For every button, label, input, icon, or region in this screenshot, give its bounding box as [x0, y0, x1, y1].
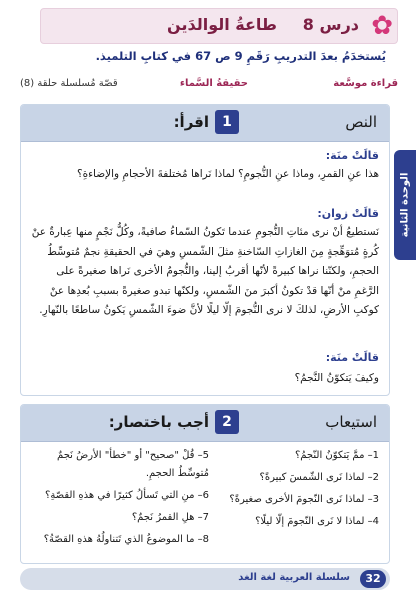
speaker-label: قالَتْ منَة: — [325, 351, 379, 364]
unit-label: الوحدة الثانية — [399, 172, 411, 238]
lesson-header — [40, 8, 398, 44]
questions-panel-header — [21, 405, 389, 442]
speaker-label: قالَتْ زوان: — [317, 207, 379, 220]
section-action: اقرأ: — [173, 113, 209, 131]
text-panel-header — [21, 105, 389, 142]
question-item: 8– ما الموضوعُ الذي تَتناولُهُ هذهِ القصّةُ؟ — [43, 534, 209, 545]
speech-text: هذا عنِ القمرِ، وماذا عنِ النُّجومِ؟ لماذا نَراها مُختلفةَ الأحجامِ والإضاءةِ؟ — [77, 168, 379, 180]
series-title: سلسلة العربية لغة الغد — [238, 572, 350, 583]
question-item: 6– منِ التي تَسألُ كثيرًا في هذهِ القصّةِ؟ — [45, 490, 209, 501]
lesson-number: درس 8 — [302, 15, 359, 34]
question-item: 1– ممَّ يَتكوّنُ النّجمُ؟ — [294, 450, 379, 461]
flower-icon: ✿ — [371, 11, 393, 41]
reading-subline — [20, 76, 398, 96]
section-label: النص — [345, 113, 377, 131]
series-episode: قصّة مُسلسلة حلقة (8) — [20, 78, 118, 89]
questions-right-column — [209, 447, 379, 535]
section-number-badge: 2 — [215, 410, 239, 434]
instruction-text: يُستخدَمُ بعدَ التدريبِ رَقَمِ 9 ص 67 في كتابِ التلميذ. — [95, 49, 386, 63]
questions-panel — [20, 404, 390, 564]
page-number: 32 — [360, 570, 386, 588]
section-number-badge: 1 — [215, 110, 239, 134]
questions-left-column — [29, 447, 209, 553]
question-item: 2– لماذا نَرى الشّمسَ كبيرةً؟ — [259, 472, 379, 483]
unit-side-tab — [394, 150, 416, 260]
speech-text: وكيفَ يَتكوّنُ النَّجمُ؟ — [294, 372, 379, 384]
lesson-title: طاعةُ الوالدَين — [167, 15, 277, 34]
question-item: 5– قُلْ "صحيح" أو "خطأ" الأرضُ نَجمٌ مُتوسِّطُ الحجمِ. — [57, 450, 209, 479]
question-item: 3– لماذا نَرى النّجومَ الأخرى صغيرةً؟ — [229, 494, 379, 505]
speech-text: نَستطيعُ أنْ نرى مئاتِ النُّجومِ عندما تَكونُ السّماءُ صافيةً، وكُلُّ نَجْمٍ منها عِبارةٌ عنْ كُرةٍ مُتوَهِّجةٍ مِنَ الغازاتِ السّاخنةِ مثلَ الشّمسِ وهيَ في الحقيقةِ نجمٌ مُتوسِّطُ الحجمِ، ولكنّنا نراها كبيرةً لأنّها أقربُ إلينا، والنُّجومُ الأخرى نَراها صغيرةً على الرَّغمِ منْ أنّها قدْ تكونُ أكبرَ منَ الشّمسِ، ولكنّها تبدو صغيرةً بسببِ بُعدِها عنْ كوكبِ الأرضِ، لذلكَ لا نرى النُّجومَ إلّا ليلًا لأنَّ ضوءَ الشّمسِ يَكونُ ساطعًا بالنّهارِ. — [31, 226, 379, 316]
story-title: حقيقةُ السَّماء — [179, 78, 248, 89]
text-panel — [20, 104, 390, 396]
question-item: 4– لماذا لا نَرى النّجومَ إلّا ليلًا؟ — [255, 516, 379, 527]
section-action: أجب باختصار: — [108, 413, 209, 431]
reading-type: قراءة موسَّعة — [333, 78, 398, 89]
section-label: استيعاب — [325, 413, 377, 431]
page-footer — [20, 568, 390, 590]
speaker-label: قالَتْ منَة: — [325, 149, 379, 162]
question-item: 7– هلِ القمرُ نَجمٌ؟ — [131, 512, 209, 523]
